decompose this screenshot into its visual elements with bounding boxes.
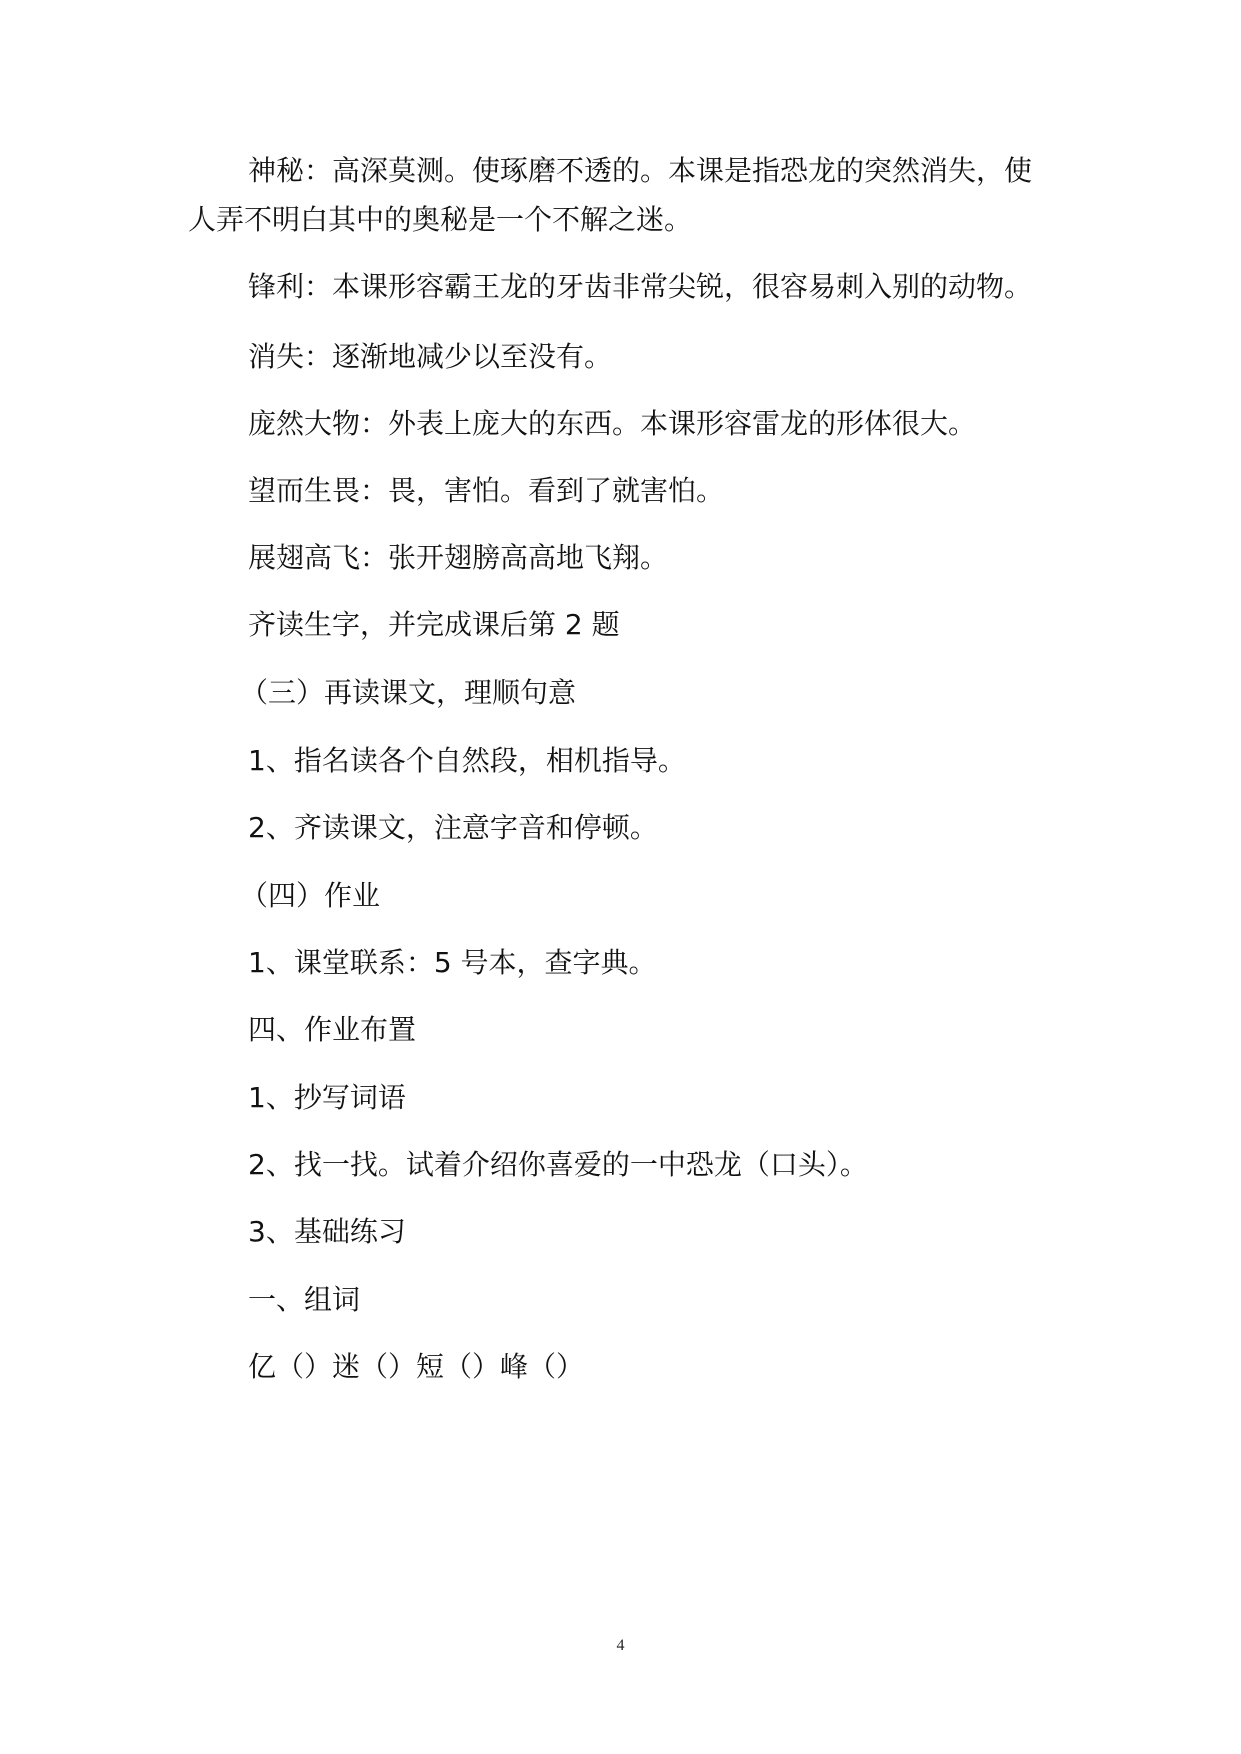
assignment-item-3: 3、基础练习 (248, 1215, 406, 1248)
paragraph-xiaoshi: 消失：逐渐地减少以至没有。 (248, 340, 613, 373)
paragraph-qidu-shengzi: 齐读生字，并完成课后第 2 题 (248, 608, 620, 641)
list-item-1: 1、指名读各个自然段，相机指导。 (248, 744, 686, 777)
exercise-word-blanks: 亿（）迷（）短（）峰（） (248, 1350, 585, 1383)
paragraph-wangershengwei: 望而生畏：畏，害怕。看到了就害怕。 (248, 474, 725, 507)
paragraph-zhanchigaofei: 展翅高飞：张开翅膀高高地飞翔。 (248, 541, 669, 574)
assignment-item-2: 2、找一找。试着介绍你喜爱的一中恐龙（口头）。 (248, 1148, 868, 1181)
section-heading-3: （三）再读课文，理顺句意 (240, 676, 577, 709)
exercise-heading: 一、组词 (248, 1283, 361, 1316)
page-number: 4 (616, 1637, 625, 1654)
section-heading-4: （四）作业 (240, 879, 381, 912)
list-item-homework: 1、课堂联系：5 号本，查字典。 (248, 946, 657, 979)
paragraph-shenmi-line1: 神秘：高深莫测。使琢磨不透的。本课是指恐龙的突然消失，使 (248, 154, 1033, 187)
assignment-item-1: 1、抄写词语 (248, 1081, 406, 1114)
paragraph-shenmi-line2: 人弄不明白其中的奥秘是一个不解之迷。 (188, 203, 693, 236)
paragraph-fengli: 锋利：本课形容霸王龙的牙齿非常尖锐，很容易刺入别的动物。 (248, 270, 1033, 303)
list-item-2: 2、齐读课文，注意字音和停顿。 (248, 811, 658, 844)
section-heading-assignment: 四、作业布置 (248, 1013, 417, 1046)
paragraph-pangrandawu: 庞然大物：外表上庞大的东西。本课形容雷龙的形体很大。 (248, 407, 977, 440)
